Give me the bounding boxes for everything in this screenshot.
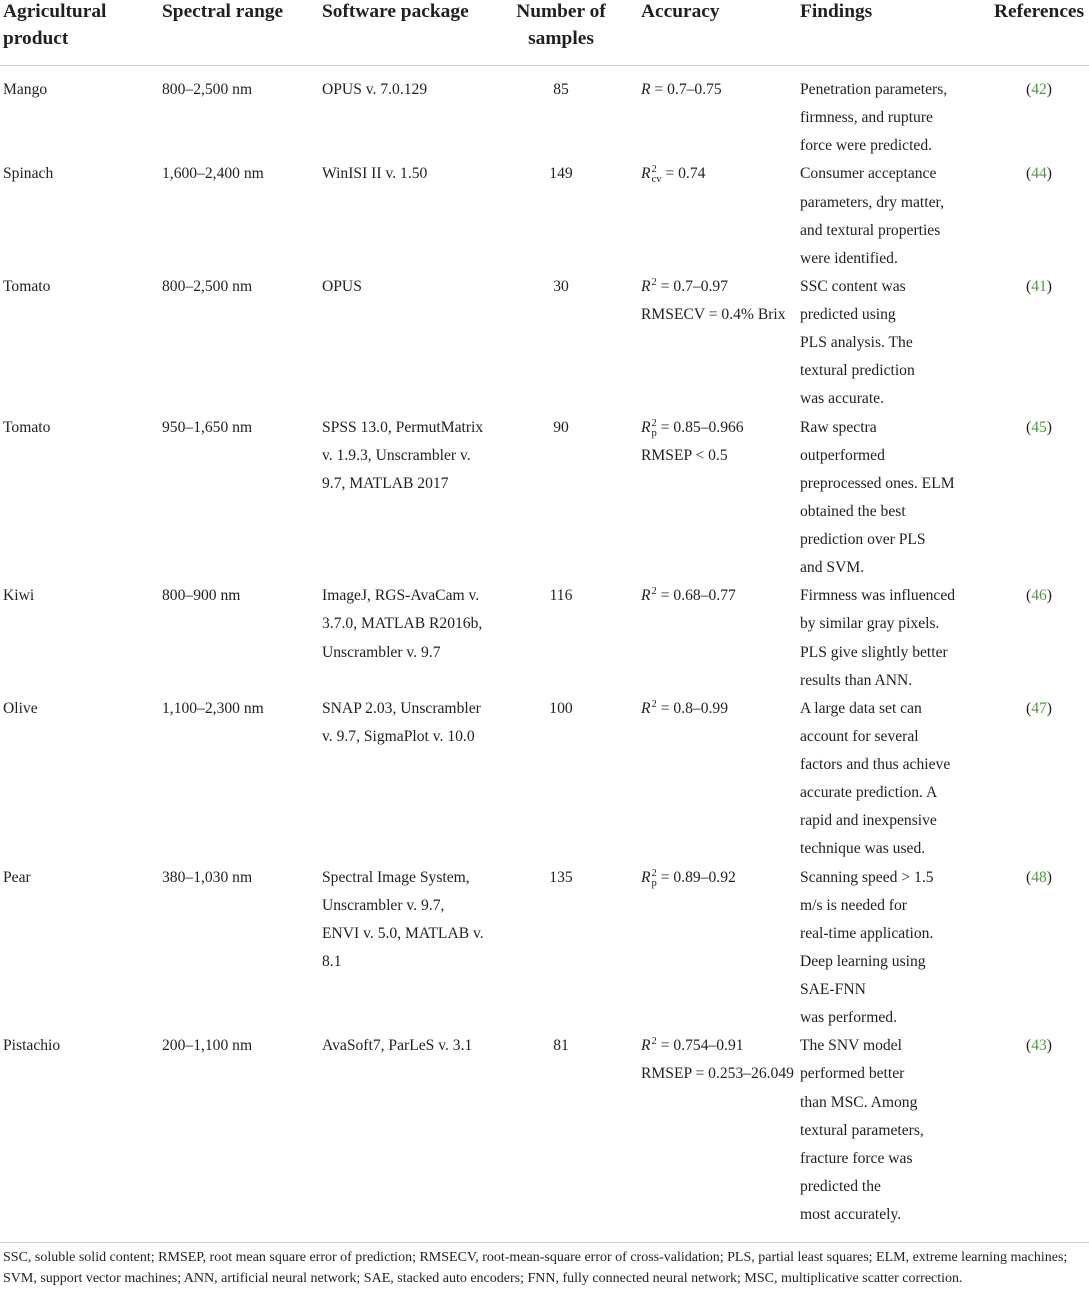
findings-cell xyxy=(800,864,994,1033)
table-row xyxy=(0,864,1089,1033)
findings-line: The SNV model xyxy=(800,1037,902,1055)
header-accuracy xyxy=(641,0,800,25)
reference-open-paren: ( xyxy=(1026,81,1032,98)
findings-cell xyxy=(800,1032,994,1229)
software-cell xyxy=(322,582,481,666)
table-body xyxy=(0,66,1089,1243)
accuracy-line xyxy=(641,695,800,723)
product-name: Kiwi xyxy=(3,587,35,605)
spectral-range-value: 380–1,030 nm xyxy=(162,868,253,886)
findings-cell xyxy=(800,414,994,583)
findings-cell xyxy=(800,160,994,273)
software-line: v. 9.7, SigmaPlot v. 10.0 xyxy=(322,727,475,745)
findings-line: textural parameters, xyxy=(800,1121,924,1139)
table-header-row xyxy=(0,0,1089,66)
header-label: Findings xyxy=(800,1,873,22)
reference-open-paren: ( xyxy=(1026,868,1032,886)
findings-line: and SVM. xyxy=(800,559,865,577)
findings-line: account for several xyxy=(800,727,919,745)
reference-citation xyxy=(994,160,1084,188)
product-cell xyxy=(3,695,162,723)
samples-cell xyxy=(481,414,641,442)
spectral-range-value: 950–1,650 nm xyxy=(162,418,253,436)
table-row xyxy=(0,160,1089,273)
spectral-range-value: 800–2,500 nm xyxy=(162,277,253,295)
reference-close-paren: ) xyxy=(1046,1037,1052,1055)
header-range xyxy=(162,0,322,25)
accuracy-cell xyxy=(641,582,800,610)
reference-close-paren: ) xyxy=(1046,81,1052,98)
reference-open-paren: ( xyxy=(1026,165,1032,183)
findings-cell xyxy=(800,582,994,695)
reference-citation xyxy=(994,1032,1084,1060)
math-variable: R xyxy=(641,699,651,717)
spectral-range-cell xyxy=(162,414,322,442)
software-cell xyxy=(322,273,481,301)
table-row xyxy=(0,273,1089,414)
findings-line: most accurately. xyxy=(800,1206,902,1223)
sample-count: 30 xyxy=(553,277,569,295)
findings-line: Deep learning using xyxy=(800,952,926,970)
product-name: Spinach xyxy=(3,165,54,183)
reference-cell xyxy=(994,864,1084,892)
superscript: 2 xyxy=(651,1036,657,1048)
findings-line: performed better xyxy=(800,1065,905,1083)
spectral-range-cell xyxy=(162,582,322,610)
software-line: AvaSoft7, ParLeS v. 3.1 xyxy=(322,1037,473,1055)
product-name: Mango xyxy=(3,81,48,98)
superscript: 2 xyxy=(651,164,657,176)
accuracy-line xyxy=(641,582,800,610)
spectral-range-value: 1,600–2,400 nm xyxy=(162,165,264,183)
software-line: 3.7.0, MATLAB R2016b, xyxy=(322,615,483,633)
findings-line: predicted using xyxy=(800,306,896,323)
reference-close-paren: ) xyxy=(1046,868,1052,886)
superscript: 2 xyxy=(651,276,657,288)
sample-count: 90 xyxy=(553,418,569,436)
reference-cell xyxy=(994,76,1084,104)
product-name: Pear xyxy=(3,868,31,886)
reference-cell xyxy=(994,273,1084,301)
header-label: Agricultural xyxy=(3,1,107,22)
software-cell xyxy=(322,1032,481,1060)
table-row xyxy=(0,1032,1089,1229)
accuracy-value: = 0.7–0.97 xyxy=(656,277,728,295)
accuracy-line xyxy=(641,76,800,104)
product-cell xyxy=(3,414,162,442)
math-variable: R xyxy=(641,868,651,886)
product-cell xyxy=(3,76,162,104)
math-variable: R xyxy=(641,1037,651,1055)
software-line: OPUS xyxy=(322,277,362,295)
findings-line: obtained the best xyxy=(800,502,906,520)
accuracy-line xyxy=(641,301,800,329)
accuracy-value: = 0.7–0.75 xyxy=(650,81,722,98)
superscript: 2 xyxy=(651,698,657,710)
spectral-range-value: 800–900 nm xyxy=(162,587,241,605)
findings-line: fracture force was xyxy=(800,1149,913,1167)
header-product xyxy=(3,0,162,52)
superscript: 2 xyxy=(651,417,657,429)
findings-line: SSC content was xyxy=(800,277,906,295)
software-line: ImageJ, RGS-AvaCam v. xyxy=(322,587,480,605)
reference-citation xyxy=(994,273,1084,301)
table-row xyxy=(0,582,1089,695)
findings-line: was accurate. xyxy=(800,390,884,408)
reference-open-paren: ( xyxy=(1026,587,1032,605)
reference-link[interactable]: 41 xyxy=(1031,277,1047,295)
software-line: OPUS v. 7.0.129 xyxy=(322,81,428,98)
software-line: Spectral Image System, xyxy=(322,868,470,886)
product-cell xyxy=(3,1032,162,1060)
findings-line: m/s is needed for xyxy=(800,896,907,914)
reference-link[interactable]: 47 xyxy=(1031,699,1047,717)
findings-line: prediction over PLS xyxy=(800,531,926,548)
sample-count: 116 xyxy=(549,587,573,605)
header-label: Accuracy xyxy=(641,1,720,22)
findings-line: was performed. xyxy=(800,1009,897,1027)
spectral-range-cell xyxy=(162,695,322,723)
accuracy-value: RMSEP < 0.5 xyxy=(641,446,728,464)
sample-count: 135 xyxy=(549,868,573,886)
accuracy-value: = 0.89–0.92 xyxy=(656,868,736,886)
reference-cell xyxy=(994,582,1084,610)
subscript: cv xyxy=(651,174,662,186)
samples-cell xyxy=(481,582,641,610)
findings-line: by similar gray pixels. xyxy=(800,615,940,633)
spectral-range-cell xyxy=(162,1032,322,1060)
accuracy-value: RMSEP = 0.253–26.049 xyxy=(641,1065,794,1083)
header-references xyxy=(994,0,1084,25)
software-cell xyxy=(322,76,481,104)
findings-line: preprocessed ones. ELM xyxy=(800,474,955,492)
accuracy-value: = 0.754–0.91 xyxy=(656,1037,744,1055)
reference-cell xyxy=(994,414,1084,442)
spectral-range-cell xyxy=(162,864,322,892)
findings-cell xyxy=(800,76,994,160)
findings-line: Scanning speed > 1.5 xyxy=(800,868,934,886)
header-label: Number of xyxy=(516,1,606,22)
reference-cell xyxy=(994,160,1084,188)
reference-citation xyxy=(994,864,1084,892)
product-name: Tomato xyxy=(3,418,51,436)
findings-line: parameters, dry matter, xyxy=(800,193,944,211)
reference-close-paren: ) xyxy=(1046,277,1052,295)
header-software xyxy=(322,0,481,25)
table-row xyxy=(0,695,1089,864)
reference-open-paren: ( xyxy=(1026,1037,1032,1055)
table-row xyxy=(0,76,1089,160)
software-line: v. 1.9.3, Unscrambler v. xyxy=(322,446,471,464)
findings-line: and textural properties xyxy=(800,221,941,239)
software-line: WinISI II v. 1.50 xyxy=(322,165,428,183)
findings-line: rapid and inexpensive xyxy=(800,812,937,830)
accuracy-line xyxy=(641,1060,800,1088)
header-findings xyxy=(800,0,994,25)
accuracy-value: = 0.8–0.99 xyxy=(656,699,728,717)
spectral-range-value: 800–2,500 nm xyxy=(162,81,253,98)
findings-line: were identified. xyxy=(800,249,898,267)
findings-line: results than ANN. xyxy=(800,671,913,689)
reference-close-paren: ) xyxy=(1046,418,1052,436)
product-name: Olive xyxy=(3,699,38,717)
reference-citation xyxy=(994,695,1084,723)
samples-cell xyxy=(481,273,641,301)
table-row xyxy=(0,414,1089,583)
samples-cell xyxy=(481,160,641,188)
math-variable: R xyxy=(641,587,651,605)
findings-line: accurate prediction. A xyxy=(800,784,938,802)
sample-count: 81 xyxy=(553,1037,569,1055)
accuracy-cell xyxy=(641,414,800,470)
findings-line: Consumer acceptance xyxy=(800,165,937,183)
samples-cell xyxy=(481,864,641,892)
software-line: Unscrambler v. 9.7, xyxy=(322,896,445,914)
reference-open-paren: ( xyxy=(1026,418,1032,436)
findings-line: PLS give slightly better xyxy=(800,643,948,661)
findings-cell xyxy=(800,695,994,864)
reference-close-paren: ) xyxy=(1046,587,1052,605)
findings-line: SAE-FNN xyxy=(800,981,866,998)
header-label: samples xyxy=(528,28,594,49)
findings-line: Firmness was influenced xyxy=(800,587,956,605)
reference-link[interactable]: 48 xyxy=(1031,868,1047,886)
accuracy-cell xyxy=(641,1032,800,1088)
accuracy-value: RMSECV = 0.4% Brix xyxy=(641,306,786,323)
footnote-line: SSC, soluble solid content; RMSEP, root mean square error of prediction; RMSECV, root-mean-square error of cross-validation; PLS, partial least squares; ELM, extreme learning machines; xyxy=(3,1249,1068,1265)
software-line: 9.7, MATLAB 2017 xyxy=(322,474,449,492)
product-cell xyxy=(3,160,162,188)
spectral-range-cell xyxy=(162,76,322,104)
software-line: Unscrambler v. 9.7 xyxy=(322,643,441,661)
findings-line: Penetration parameters, xyxy=(800,81,948,98)
findings-line: textural prediction xyxy=(800,362,915,380)
reference-link[interactable]: 42 xyxy=(1031,81,1047,98)
findings-line: PLS analysis. The xyxy=(800,334,913,352)
sample-count: 85 xyxy=(553,81,569,98)
product-name: Tomato xyxy=(3,277,51,295)
samples-cell xyxy=(481,1032,641,1060)
findings-line: than MSC. Among xyxy=(800,1093,918,1111)
footnote-line: SVM, support vector machines; ANN, artificial neural network; SAE, stacked auto encoders; FNN, fully connected neural network; MSC, multiplicative scatter correction. xyxy=(3,1270,963,1286)
accuracy-line xyxy=(641,160,800,188)
reference-cell xyxy=(994,1032,1084,1060)
header-label: References xyxy=(994,1,1085,22)
reference-link[interactable]: 43 xyxy=(1031,1037,1047,1055)
subscript: p xyxy=(651,427,657,439)
product-cell xyxy=(3,273,162,301)
accuracy-value: = 0.85–0.966 xyxy=(656,418,744,436)
software-line: 8.1 xyxy=(322,952,342,970)
subscript: p xyxy=(651,877,657,889)
table-footnote xyxy=(0,1243,1089,1289)
reference-link[interactable]: 46 xyxy=(1031,587,1047,605)
math-variable: R xyxy=(641,418,651,436)
software-line: ENVI v. 5.0, MATLAB v. xyxy=(322,924,484,942)
findings-line: predicted the xyxy=(800,1177,881,1195)
accuracy-line xyxy=(641,442,800,470)
accuracy-value: = 0.68–0.77 xyxy=(656,587,736,605)
product-name: Pistachio xyxy=(3,1037,61,1055)
header-samples xyxy=(481,0,641,52)
accuracy-line xyxy=(641,273,800,301)
math-variable: R xyxy=(641,277,651,295)
superscript: 2 xyxy=(651,586,657,598)
reference-link[interactable]: 44 xyxy=(1031,165,1047,183)
accuracy-cell xyxy=(641,76,800,104)
accuracy-cell xyxy=(641,695,800,723)
header-label: Spectral range xyxy=(162,1,284,22)
superscript: 2 xyxy=(651,867,657,879)
sample-count: 149 xyxy=(549,165,573,183)
findings-line: A large data set can xyxy=(800,699,922,717)
reference-cell xyxy=(994,695,1084,723)
spectral-range-value: 200–1,100 nm xyxy=(162,1037,253,1055)
findings-line: real-time application. xyxy=(800,924,934,942)
findings-cell xyxy=(800,273,994,414)
accuracy-cell xyxy=(641,273,800,329)
reference-citation xyxy=(994,414,1084,442)
sample-count: 100 xyxy=(549,699,573,717)
accuracy-line xyxy=(641,414,800,442)
accuracy-cell xyxy=(641,864,800,892)
software-cell xyxy=(322,864,484,977)
accuracy-line xyxy=(641,1032,800,1060)
software-cell xyxy=(322,695,481,751)
software-cell xyxy=(322,414,484,498)
sup-sub-script xyxy=(652,165,662,185)
findings-line: technique was used. xyxy=(800,840,926,858)
spectral-range-cell xyxy=(162,160,322,188)
reference-citation xyxy=(994,582,1084,610)
software-line: SNAP 2.03, Unscrambler xyxy=(322,699,481,717)
product-cell xyxy=(3,582,162,610)
math-variable: R xyxy=(641,81,651,98)
reference-link[interactable]: 45 xyxy=(1031,418,1047,436)
software-cell xyxy=(322,160,481,188)
findings-line: outperformed xyxy=(800,446,885,464)
accuracy-line xyxy=(641,864,800,892)
software-line: SPSS 13.0, PermutMatrix xyxy=(322,418,484,436)
reference-citation xyxy=(994,76,1084,104)
accuracy-value: = 0.74 xyxy=(661,165,706,183)
spectral-range-cell xyxy=(162,273,322,301)
reference-open-paren: ( xyxy=(1026,277,1032,295)
findings-line: Raw spectra xyxy=(800,418,877,436)
samples-cell xyxy=(481,76,641,104)
math-variable: R xyxy=(641,165,651,183)
findings-line: factors and thus achieve xyxy=(800,756,951,773)
samples-cell xyxy=(481,695,641,723)
reference-close-paren: ) xyxy=(1046,699,1052,717)
reference-open-paren: ( xyxy=(1026,699,1032,717)
findings-line: firmness, and rupture xyxy=(800,109,933,127)
reference-close-paren: ) xyxy=(1046,165,1052,183)
spectral-range-value: 1,100–2,300 nm xyxy=(162,699,264,717)
findings-line: force were predicted. xyxy=(800,137,933,155)
product-cell xyxy=(3,864,162,892)
header-label: Software package xyxy=(322,1,469,22)
header-label: product xyxy=(3,28,69,49)
accuracy-cell xyxy=(641,160,800,188)
